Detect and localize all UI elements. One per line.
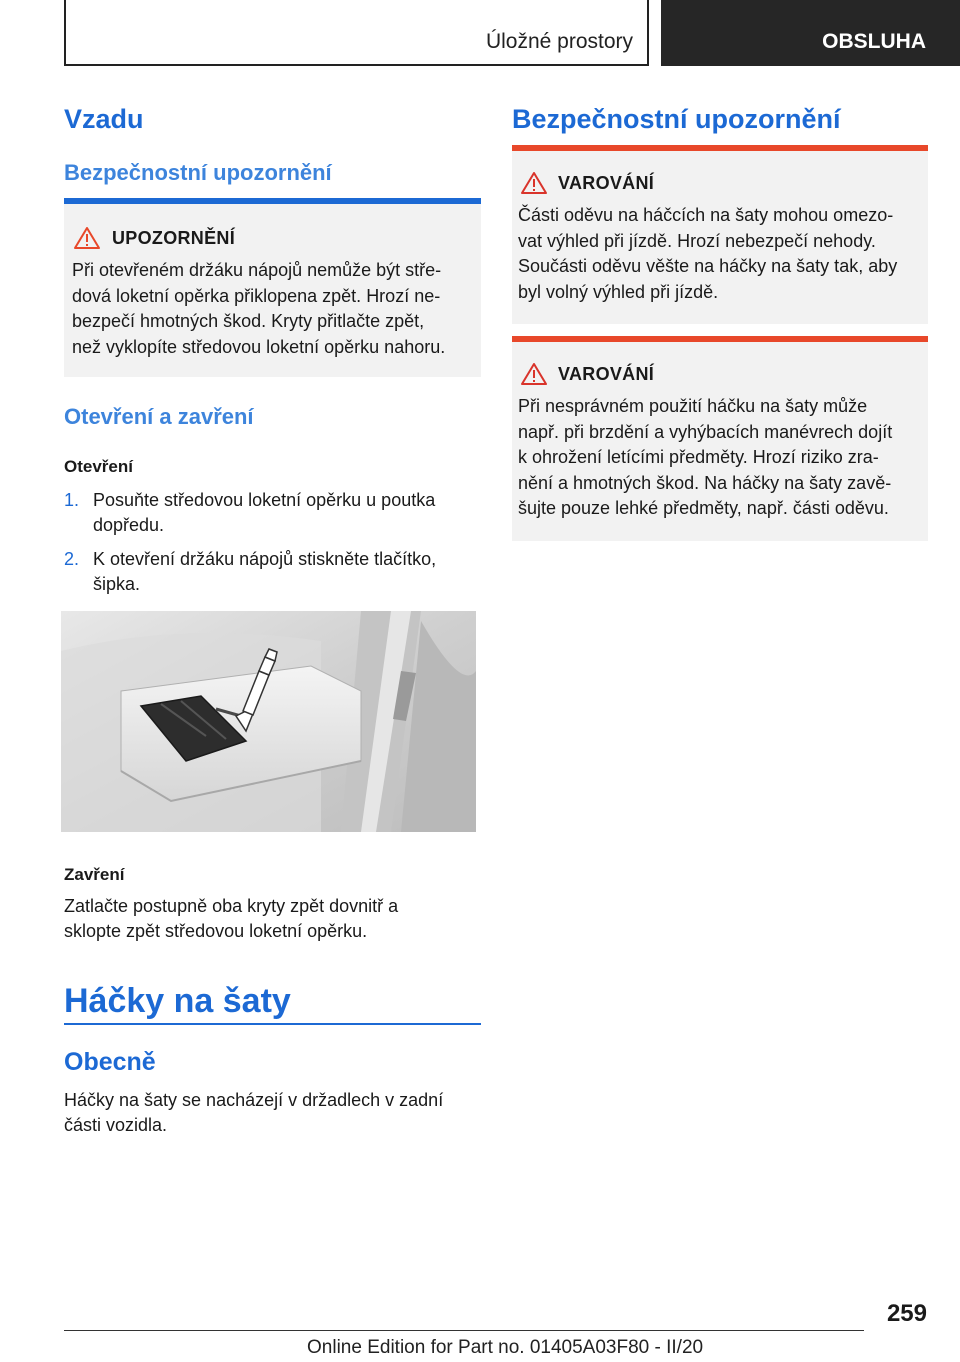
step-line: K otevření držáku nápojů stiskněte tlačítko, — [93, 549, 437, 569]
warning-title: VAROVÁNÍ — [558, 173, 655, 193]
general-line: Háčky na šaty se nacházejí v držadlech v zadní — [64, 1090, 444, 1110]
step-number: 2. — [64, 549, 80, 569]
general-text — [64, 1088, 443, 1138]
footer-edition: Online Edition for Part no. 01405A03F80 - II/20 — [307, 1337, 704, 1358]
step-line: dopředu. — [93, 515, 165, 535]
warning-line: Části oděvu na háčcích na šaty mohou omezo- — [518, 205, 894, 225]
warning-body — [518, 394, 892, 522]
general-line: části vozidla. — [64, 1115, 168, 1135]
caution-line: než vyklopíte středovou loketní opěrku nahoru. — [72, 336, 446, 357]
open-close-heading: Otevření a zavření — [64, 404, 254, 429]
warning-box — [512, 336, 928, 541]
safety-subtitle-left: Bezpečnostní upozornění — [64, 160, 332, 185]
step-text — [93, 488, 435, 538]
hooks-title: Háčky na šaty — [64, 982, 291, 1020]
close-line: sklopte zpět středovou loketní opěrku. — [64, 921, 368, 941]
header-section-box — [64, 0, 649, 66]
hooks-title-rule — [64, 1023, 481, 1025]
caution-body — [72, 258, 445, 360]
warning-box — [512, 145, 928, 324]
warning-title: VAROVÁNÍ — [558, 364, 655, 384]
warning-line: šujte pouze lehké předměty, např. části oděvu. — [518, 498, 889, 519]
page-number: 259 — [886, 1300, 927, 1327]
warning-triangle-icon — [73, 226, 101, 250]
general-heading: Obecně — [64, 1048, 156, 1076]
step-line: Posuňte středovou loketní opěrku u poutka — [93, 490, 436, 510]
warning-line: např. při brzdění a vyhýbacích manévrech dojít — [518, 421, 893, 442]
warning-line: Při nesprávném použití háčku na šaty může — [518, 396, 868, 416]
footer-rule — [64, 1330, 864, 1331]
safety-title-right: Bezpečnostní upozornění — [512, 104, 841, 134]
armrest-illustration — [61, 611, 476, 832]
caution-line: dová loketní opěrka přiklopena zpět. Hrozí ne- — [72, 285, 441, 306]
close-heading: Zavření — [64, 865, 125, 884]
caution-line: Při otevřeném držáku nápojů nemůže být stře- — [72, 260, 442, 280]
warning-triangle-icon — [520, 171, 548, 195]
step-line: šipka. — [93, 574, 141, 594]
open-heading: Otevření — [64, 457, 133, 476]
header-chapter-title: OBSLUHA — [822, 30, 926, 53]
warning-body — [518, 203, 897, 305]
step-text — [93, 547, 436, 597]
section-title-vzadu: Vzadu — [64, 104, 144, 134]
warning-bar — [512, 145, 928, 151]
header-chapter-tab — [661, 0, 960, 66]
caution-line: bezpečí hmotných škod. Kryty přitlačte zpět, — [72, 311, 425, 332]
header-section-title: Úložné prostory — [485, 30, 633, 53]
warning-line: Součásti oděvu věšte na háčky na šaty tak, aby — [518, 256, 898, 277]
step-number: 1. — [64, 490, 80, 510]
warning-line: k ohrožení letícími předměty. Hrozí riziko zra- — [518, 447, 879, 468]
armrest-figure — [61, 611, 476, 832]
caution-box — [64, 198, 481, 377]
warning-triangle-icon — [520, 362, 548, 386]
caution-bar — [64, 198, 481, 204]
warning-line: nění a hmotných škod. Na háčky na šaty zavě- — [518, 472, 892, 493]
close-line: Zatlačte postupně oba kryty zpět dovnitř a — [64, 896, 399, 916]
close-text — [64, 894, 398, 944]
warning-line: vat výhled při jízdě. Hrozí nebezpečí nehody. — [518, 230, 876, 251]
warning-bar — [512, 336, 928, 342]
caution-title: UPOZORNĚNÍ — [112, 228, 236, 248]
warning-line: byl volný výhled při jízdě. — [518, 281, 719, 302]
